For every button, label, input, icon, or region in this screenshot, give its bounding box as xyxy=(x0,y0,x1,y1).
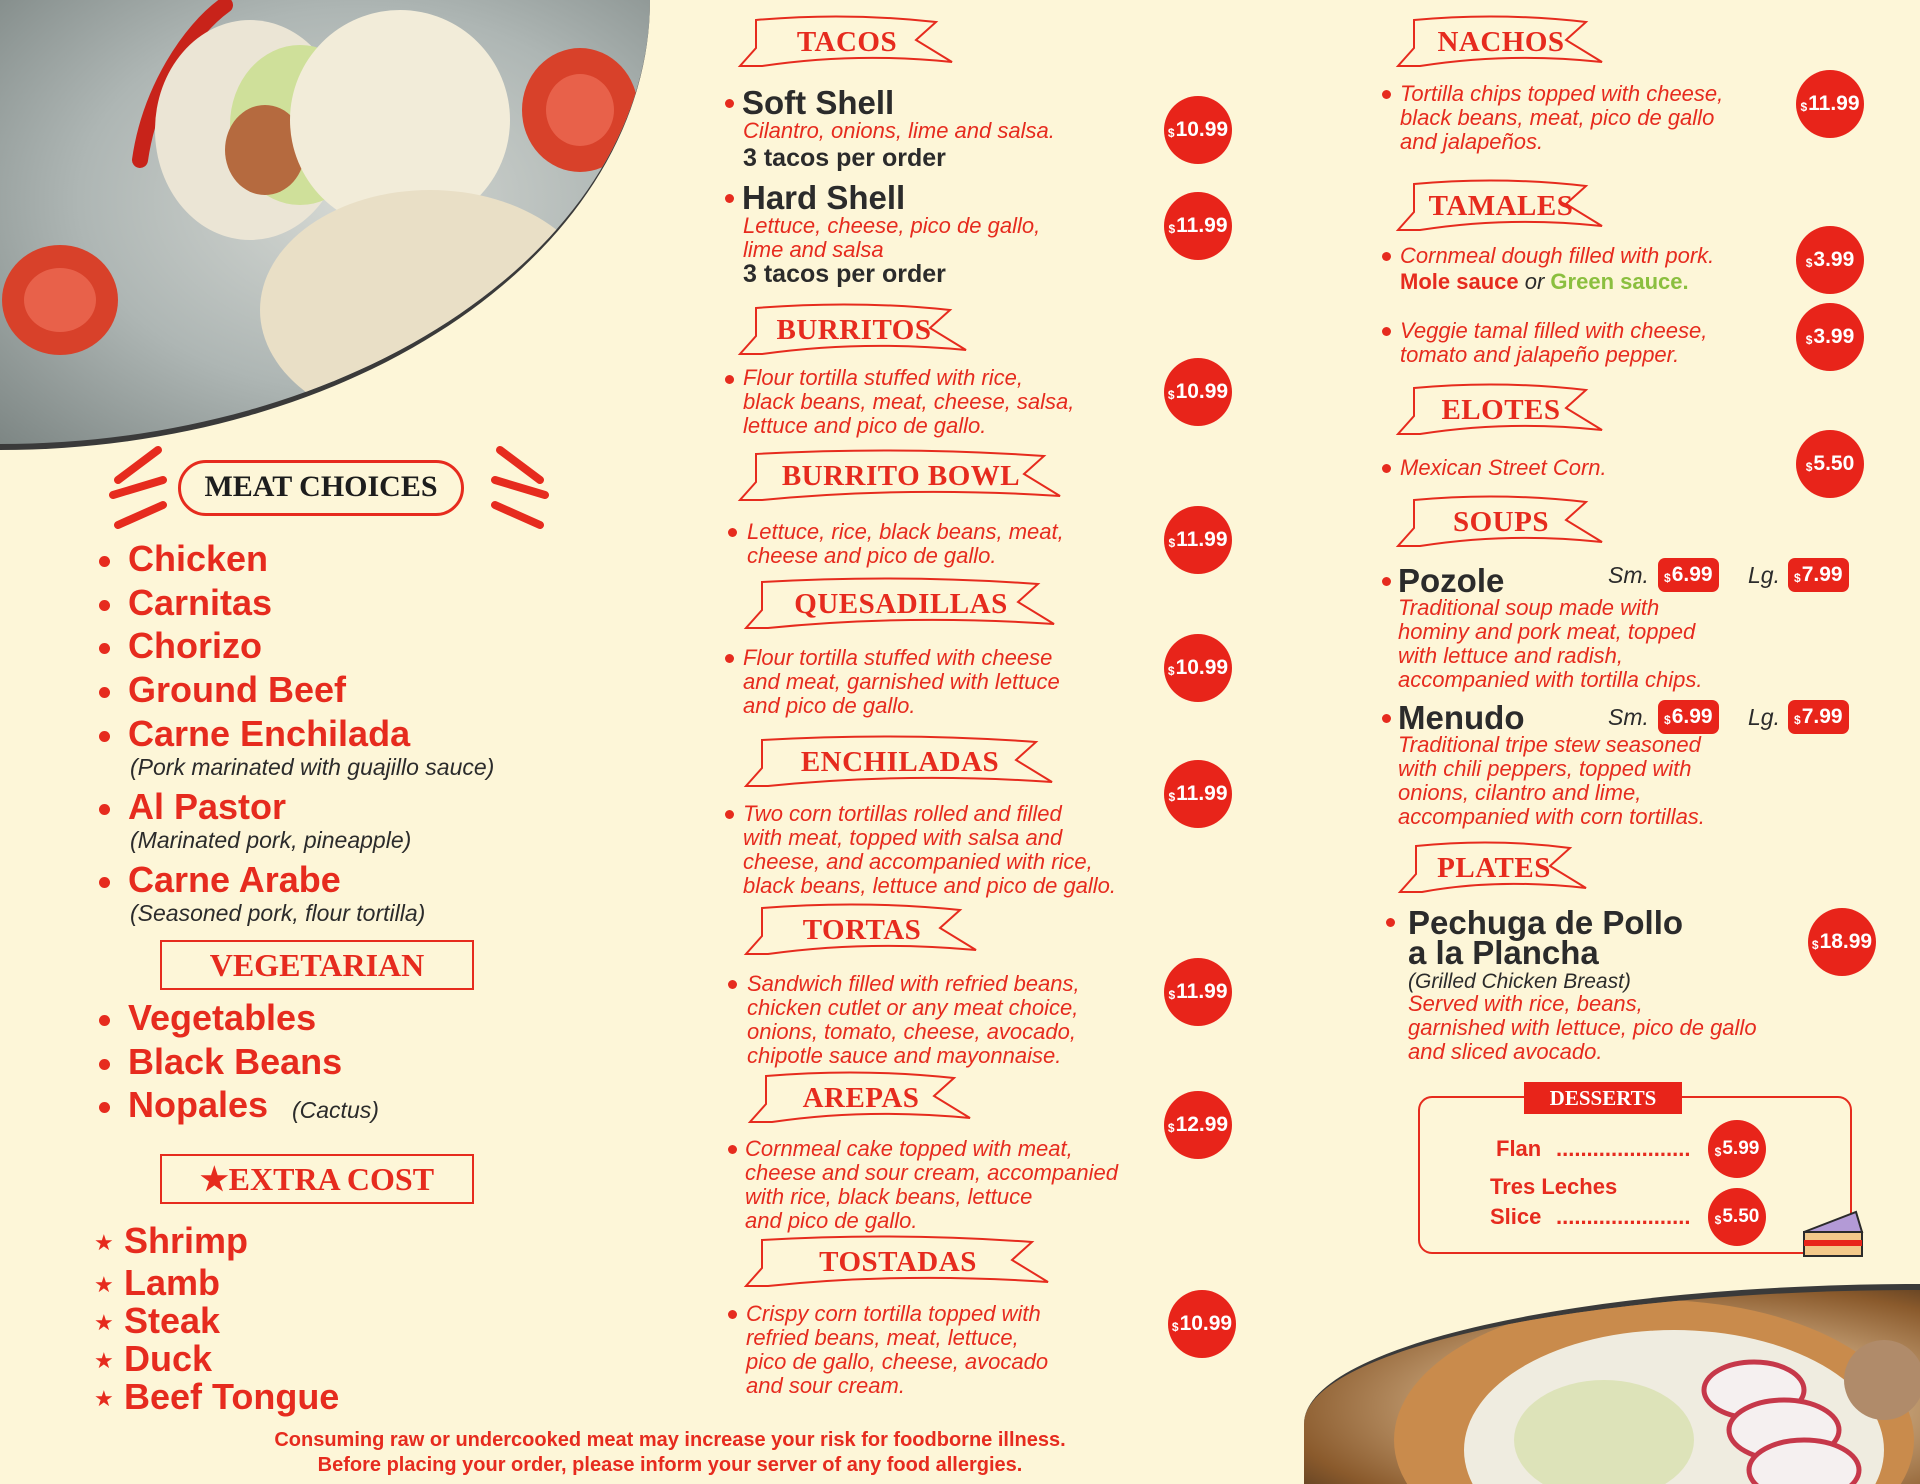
tortas-price-badge xyxy=(1164,958,1232,1026)
enchiladas-price: 11.99 xyxy=(1176,782,1228,805)
quesadillas-price-badge xyxy=(1164,634,1232,702)
nachos-header xyxy=(1394,14,1608,72)
tamales-veggie-price: 3.99 xyxy=(1813,325,1855,348)
desserts-header: DESSERTS xyxy=(1524,1082,1682,1114)
tamales-pork-price-badge xyxy=(1796,226,1864,294)
tortas-desc: Sandwich filled with refried beans, chicken cutlet or any meat choice, onions, tomato, cheese, avocado, chipotle sauce and mayonnaise. xyxy=(747,971,1080,1068)
hard-shell-price-badge xyxy=(1164,192,1232,260)
meat-item-carne-enchilada: Carne Enchilada xyxy=(128,713,411,754)
soft-shell-price-badge xyxy=(1164,96,1232,164)
veg-item-vegetables: Vegetables xyxy=(128,997,317,1038)
nachos-price: 11.99 xyxy=(1808,92,1860,115)
meat-item-al-pastor: Al Pastor xyxy=(128,786,287,827)
enchiladas-header-label: ENCHILADAS xyxy=(800,746,1000,778)
extra-item-beef-tongue: Beef Tongue xyxy=(124,1376,340,1417)
burrito-photo xyxy=(0,0,650,450)
elotes-price: 5.50 xyxy=(1813,452,1855,475)
nachos-desc: Tortilla chips topped with cheese, black beans, meat, pico de gallo and jalapeños. xyxy=(1400,81,1724,154)
bullet-dot xyxy=(725,99,734,108)
menudo-lg-price-badge xyxy=(1788,700,1849,734)
bullet-dot xyxy=(99,877,110,888)
tortas-price: 11.99 xyxy=(1176,980,1228,1003)
menudo-title: Menudo xyxy=(1398,699,1525,736)
burritos-price: 10.99 xyxy=(1175,380,1229,403)
burst-left-icon xyxy=(108,440,168,540)
menudo-lg-label: Lg. xyxy=(1748,704,1780,730)
tostadas-desc: Crispy corn tortilla topped with refried beans, meat, lettuce, pico de gallo, cheese, avocado and sour cream. xyxy=(746,1301,1049,1398)
cake-slice-icon xyxy=(1800,1206,1866,1260)
currency-symbol: $ xyxy=(1167,126,1175,140)
footer-warning-line1: Consuming raw or undercooked meat may increase your risk for foodborne illness. xyxy=(274,1429,1066,1451)
menudo-sm-price: 6.99 xyxy=(1671,705,1713,728)
quesadillas-header-label: QUESADILLAS xyxy=(794,588,1008,620)
meat-item-carnitas: Carnitas xyxy=(128,582,273,623)
burritos-header-label: BURRITOS xyxy=(776,314,932,346)
currency-symbol: $ xyxy=(1167,1121,1175,1135)
arepas-price-badge xyxy=(1164,1091,1232,1159)
burrito-bowl-header-label: BURRITO BOWL xyxy=(781,460,1021,492)
hard-shell-desc: Lettuce, cheese, pico de gallo, lime and salsa xyxy=(743,213,1041,262)
bullet-dot xyxy=(99,1059,110,1070)
burst-right-icon xyxy=(490,440,550,540)
pozole-desc: Traditional soup made with hominy and pork meat, topped with lettuce and radish, accompanied with tortilla chips. xyxy=(1398,595,1703,692)
bullet-dot xyxy=(99,804,110,815)
soft-shell-desc: Cilantro, onions, lime and salsa. xyxy=(743,118,1055,143)
currency-symbol: $ xyxy=(1794,570,1801,585)
pozole-lg-price-badge xyxy=(1788,558,1849,592)
tres-leches-dots: ...................... xyxy=(1556,1204,1691,1229)
bullet-dot xyxy=(1382,577,1391,586)
hard-shell-price: 11.99 xyxy=(1176,214,1228,237)
arepas-header-label: AREPAS xyxy=(802,1082,920,1114)
bullet-dot xyxy=(725,654,734,663)
star-icon: ★ xyxy=(94,1310,114,1335)
pozole-sm-label: Sm. xyxy=(1608,562,1649,588)
currency-symbol: $ xyxy=(1805,333,1813,347)
pozole-lg-price: 7.99 xyxy=(1801,563,1843,586)
tamales-pork-desc: Cornmeal dough filled with pork. xyxy=(1400,243,1715,268)
mole-sauce-label: Mole sauce xyxy=(1400,269,1519,294)
star-icon: ★ xyxy=(94,1272,114,1297)
bullet-dot xyxy=(725,194,734,203)
currency-symbol: $ xyxy=(1811,938,1819,952)
veg-item-black-beans: Black Beans xyxy=(128,1041,343,1082)
meat-item-ground-beef: Ground Beef xyxy=(128,669,347,710)
meat-item-chicken: Chicken xyxy=(128,538,269,579)
currency-symbol: $ xyxy=(1168,536,1176,550)
hard-shell-title: Hard Shell xyxy=(742,179,906,216)
plates-header xyxy=(1396,840,1592,898)
burrito-bowl-price: 11.99 xyxy=(1176,528,1228,551)
meat-note-carne-arabe: (Seasoned pork, flour tortilla) xyxy=(130,900,426,926)
flan-dots: ...................... xyxy=(1556,1136,1691,1161)
soft-shell-sub: 3 tacos per order xyxy=(743,144,946,172)
tacos-header xyxy=(736,14,958,72)
currency-symbol: $ xyxy=(1171,1320,1179,1334)
menudo-desc: Traditional tripe stew seasoned with chili peppers, topped with onions, cilantro and lime, accompanied with corn tortillas. xyxy=(1398,732,1705,829)
meat-note-carne-enchilada: (Pork marinated with guajillo sauce) xyxy=(130,754,495,780)
currency-symbol: $ xyxy=(1168,790,1176,804)
plates-subtitle: (Grilled Chicken Breast) xyxy=(1408,970,1631,993)
currency-symbol: $ xyxy=(1800,100,1808,114)
burritos-desc: Flour tortilla stuffed with rice, black beans, meat, cheese, salsa, lettuce and pico de gallo. xyxy=(743,365,1075,438)
star-icon: ★ xyxy=(94,1348,114,1373)
elotes-header-label: ELOTES xyxy=(1441,394,1561,426)
currency-symbol: $ xyxy=(1664,712,1671,727)
soft-shell-title: Soft Shell xyxy=(742,84,895,121)
pozole-sm-price: 6.99 xyxy=(1671,563,1713,586)
green-sauce-label: Green sauce. xyxy=(1550,269,1689,294)
quesadillas-desc: Flour tortilla stuffed with cheese and meat, garnished with lettuce and pico de gallo. xyxy=(743,645,1060,718)
veg-item-nopales: Nopales xyxy=(128,1084,269,1125)
tamales-header-label: TAMALES xyxy=(1428,190,1574,222)
star-icon: ★ xyxy=(199,1161,229,1197)
currency-symbol: $ xyxy=(1167,388,1175,402)
enchiladas-price-badge xyxy=(1164,760,1232,828)
bullet-dot xyxy=(1386,918,1395,927)
currency-symbol: $ xyxy=(1714,1145,1722,1159)
meat-item-chorizo: Chorizo xyxy=(128,625,262,666)
desserts-box xyxy=(1418,1096,1852,1254)
flan-price: 5.99 xyxy=(1722,1138,1760,1159)
tamales-pork-price: 3.99 xyxy=(1813,248,1855,271)
nachos-header-label: NACHOS xyxy=(1437,26,1565,58)
quesadillas-header xyxy=(742,576,1060,634)
tostadas-header-label: TOSTADAS xyxy=(819,1246,977,1278)
plates-title-line1: Pechuga de Pollo xyxy=(1408,904,1684,941)
pozole-title: Pozole xyxy=(1398,562,1505,599)
bullet-dot xyxy=(1382,252,1391,261)
bullet-dot xyxy=(728,1145,737,1154)
bullet-dot xyxy=(1382,714,1391,723)
arepas-header xyxy=(746,1070,976,1128)
hard-shell-sub: 3 tacos per order xyxy=(743,260,946,288)
nopales-note: (Cactus) xyxy=(292,1097,379,1123)
pozole-lg-label: Lg. xyxy=(1748,562,1780,588)
tostadas-header xyxy=(742,1234,1054,1292)
tostadas-price-badge xyxy=(1168,1290,1236,1358)
meat-item-carne-arabe: Carne Arabe xyxy=(128,859,341,900)
bullet-dot xyxy=(99,643,110,654)
currency-symbol: $ xyxy=(1714,1213,1722,1227)
soft-shell-price: 10.99 xyxy=(1175,118,1229,141)
currency-symbol: $ xyxy=(1805,460,1813,474)
elotes-header xyxy=(1394,382,1608,440)
sauce-or-label: or xyxy=(1524,269,1545,294)
tres-leches-price-badge xyxy=(1708,1188,1766,1246)
burrito-bowl-header xyxy=(736,448,1066,506)
tres-leches-name-line2: Slice xyxy=(1490,1204,1542,1229)
bullet-dot xyxy=(99,556,110,567)
meat-note-al-pastor: (Marinated pork, pineapple) xyxy=(130,827,412,853)
extra-item-steak: Steak xyxy=(124,1300,221,1341)
soup-illustration xyxy=(1304,1290,1920,1484)
extra-cost-header xyxy=(160,1154,474,1204)
flan-name: Flan xyxy=(1496,1136,1542,1161)
currency-symbol: $ xyxy=(1664,570,1671,585)
bullet-dot xyxy=(728,1310,737,1319)
star-icon: ★ xyxy=(94,1386,114,1411)
currency-symbol: $ xyxy=(1167,664,1175,678)
soups-header xyxy=(1394,494,1608,552)
arepas-desc: Cornmeal cake topped with meat, cheese and sour cream, accompanied with rice, black beans, lettuce and pico de gallo. xyxy=(745,1136,1118,1233)
plates-desc: Served with rice, beans, garnished with lettuce, pico de gallo and sliced avocado. xyxy=(1408,991,1757,1064)
tamales-header xyxy=(1394,178,1608,236)
currency-symbol: $ xyxy=(1168,222,1176,236)
tamales-veggie-desc: Veggie tamal filled with cheese, tomato and jalapeño pepper. xyxy=(1400,318,1708,367)
bullet-dot xyxy=(728,980,737,989)
plates-header-label: PLATES xyxy=(1437,852,1551,884)
tres-leches-price: 5.50 xyxy=(1722,1206,1760,1227)
tortas-header xyxy=(742,902,982,960)
extra-item-duck: Duck xyxy=(124,1338,213,1379)
burrito-illustration xyxy=(0,0,650,450)
currency-symbol: $ xyxy=(1794,712,1801,727)
elotes-desc: Mexican Street Corn. xyxy=(1400,455,1607,480)
bullet-dot xyxy=(725,810,734,819)
tostadas-price: 10.99 xyxy=(1179,1312,1233,1335)
bullet-dot xyxy=(99,600,110,611)
quesadillas-price: 10.99 xyxy=(1175,656,1229,679)
enchiladas-header xyxy=(742,734,1058,792)
tamales-veggie-price-badge xyxy=(1796,303,1864,371)
plates-title-line2: a la Plancha xyxy=(1408,934,1599,971)
tortas-header-label: TORTAS xyxy=(802,914,922,946)
elotes-price-badge xyxy=(1796,430,1864,498)
bullet-dot xyxy=(1382,327,1391,336)
bullet-dot xyxy=(99,731,110,742)
bullet-dot xyxy=(99,1015,110,1026)
burrito-bowl-desc: Lettuce, rice, black beans, meat, cheese and pico de gallo. xyxy=(747,519,1064,568)
menudo-sm-price-badge xyxy=(1658,700,1719,734)
vegetarian-header: VEGETARIAN xyxy=(160,940,474,990)
flan-price-badge xyxy=(1708,1120,1766,1178)
plates-price: 18.99 xyxy=(1819,930,1873,953)
pozole-sm-price-badge xyxy=(1658,558,1719,592)
tacos-header-label: TACOS xyxy=(796,26,898,58)
nachos-price-badge xyxy=(1796,70,1864,138)
bullet-dot xyxy=(99,1102,110,1113)
arepas-price: 12.99 xyxy=(1175,1113,1229,1136)
plates-price-badge xyxy=(1808,908,1876,976)
burrito-bowl-price-badge xyxy=(1164,506,1232,574)
bullet-dot xyxy=(1382,464,1391,473)
star-icon: ★ xyxy=(94,1230,114,1255)
soups-header-label: SOUPS xyxy=(1453,506,1549,538)
bullet-dot xyxy=(99,687,110,698)
soup-photo xyxy=(1304,1284,1920,1484)
tamales-sauce-options xyxy=(1400,269,1689,295)
burritos-header xyxy=(736,302,972,360)
tres-leches-name-line1: Tres Leches xyxy=(1490,1174,1618,1199)
enchiladas-desc: Two corn tortillas rolled and filled with meat, topped with salsa and cheese, and accompanied with rice, black beans, lettuce and pico de gallo. xyxy=(743,801,1117,898)
meat-choices-header: MEAT CHOICES xyxy=(204,470,438,503)
footer-warning-line2: Before placing your order, please inform your server of any food allergies. xyxy=(317,1454,1023,1476)
bullet-dot xyxy=(1382,90,1391,99)
bullet-dot xyxy=(728,528,737,537)
menudo-lg-price: 7.99 xyxy=(1801,705,1843,728)
burritos-price-badge xyxy=(1164,358,1232,426)
menudo-sm-label: Sm. xyxy=(1608,704,1649,730)
currency-symbol: $ xyxy=(1168,988,1176,1002)
extra-item-shrimp: Shrimp xyxy=(124,1220,249,1261)
currency-symbol: $ xyxy=(1805,256,1813,270)
extra-item-lamb: Lamb xyxy=(124,1262,221,1303)
bullet-dot xyxy=(725,375,734,384)
extra-cost-header-label: EXTRA COST xyxy=(228,1161,435,1197)
